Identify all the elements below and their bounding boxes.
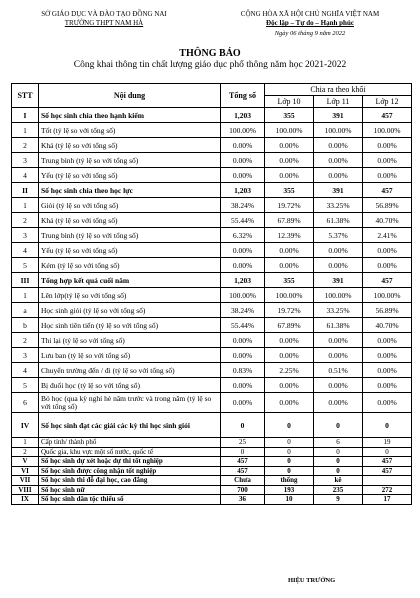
- department-name: SỞ GIÁO DỤC VÀ ĐÀO TẠO ĐỒNG NAI: [41, 10, 167, 18]
- row-grade-10: 19.72%: [265, 198, 314, 213]
- row-grade-12: 457: [363, 183, 412, 198]
- row-grade-12: 272: [363, 485, 412, 495]
- row-stt: 3: [12, 153, 39, 168]
- row-label: Yếu (tỷ lệ so với tổng số): [39, 168, 221, 183]
- row-grade-12: 0.00%: [363, 333, 412, 348]
- row-grade-12: 56.89%: [363, 303, 412, 318]
- table-row: [12, 123, 412, 138]
- row-grade-11: 0: [314, 447, 363, 457]
- row-stt: 5: [12, 258, 39, 273]
- row-label: Trung bình (tỷ lệ so với tổng số): [39, 228, 221, 243]
- row-grade-11: 391: [314, 108, 363, 123]
- row-grade-12: 0.00%: [363, 153, 412, 168]
- row-grade-11: 33.25%: [314, 303, 363, 318]
- row-label: Cấp tỉnh/ thành phố: [39, 438, 221, 448]
- row-total: 457: [221, 466, 265, 476]
- row-grade-12: 0.00%: [363, 378, 412, 393]
- table-row: [12, 333, 412, 348]
- row-total: 0: [221, 413, 265, 438]
- row-grade-11: 0.00%: [314, 168, 363, 183]
- table-row: [12, 183, 412, 198]
- row-grade-11: 9: [314, 495, 363, 505]
- row-grade-10: 10: [265, 495, 314, 505]
- row-label: Học sinh giỏi (tỷ lệ so với tổng số): [39, 303, 221, 318]
- table-row: [12, 303, 412, 318]
- row-label: Số học sinh nữ: [39, 485, 221, 495]
- row-stt: 5: [12, 378, 39, 393]
- row-grade-10: 0: [265, 413, 314, 438]
- row-total: 0.00%: [221, 168, 265, 183]
- row-grade-11: 391: [314, 183, 363, 198]
- row-grade-10: 100.00%: [265, 288, 314, 303]
- row-grade-10: 0.00%: [265, 168, 314, 183]
- national-motto: Độc lập – Tự do – Hạnh phúc: [266, 19, 354, 27]
- row-total: 0: [221, 447, 265, 457]
- table-row: [12, 413, 412, 438]
- row-grade-10: 0: [265, 457, 314, 467]
- row-grade-12: 457: [363, 108, 412, 123]
- row-total: 55.44%: [221, 213, 265, 228]
- row-total: 700: [221, 485, 265, 495]
- row-total: 100.00%: [221, 288, 265, 303]
- row-stt: 2: [12, 213, 39, 228]
- row-total: 36: [221, 495, 265, 505]
- row-stt: a: [12, 303, 39, 318]
- header-content: Nội dung: [39, 84, 221, 108]
- row-total: 0.00%: [221, 378, 265, 393]
- row-label: Số học sinh đạt các giải các kỳ thi học sinh giỏi: [39, 413, 221, 438]
- table-row: [12, 168, 412, 183]
- row-total: 0.83%: [221, 363, 265, 378]
- header-grade-10: Lớp 10: [265, 96, 314, 108]
- header-stt: STT: [12, 84, 39, 108]
- row-grade-10: 0: [265, 447, 314, 457]
- row-grade-10: 0.00%: [265, 153, 314, 168]
- row-label: Lên lớp(tỷ lệ so với tổng số): [39, 288, 221, 303]
- row-grade-10: 355: [265, 273, 314, 288]
- row-grade-12: 40.70%: [363, 318, 412, 333]
- row-grade-10: 355: [265, 183, 314, 198]
- header-group: Chia ra theo khối: [265, 84, 412, 96]
- row-grade-11: 61.38%: [314, 213, 363, 228]
- row-grade-11: 0.00%: [314, 258, 363, 273]
- row-label: Số học sinh dự xét hoặc dự thi tốt nghiệp: [39, 457, 221, 467]
- row-grade-12: 0: [363, 413, 412, 438]
- header-grade-11: Lớp 11: [314, 96, 363, 108]
- table-row: [12, 228, 412, 243]
- row-stt: V: [12, 457, 39, 467]
- row-total: Chưa: [221, 476, 265, 486]
- row-stt: IV: [12, 413, 39, 438]
- row-label: Số học sinh chia theo học lực: [39, 183, 221, 198]
- row-label: Số học sinh được công nhận tốt nghiệp: [39, 466, 221, 476]
- row-stt: 1: [12, 123, 39, 138]
- row-grade-11: 33.25%: [314, 198, 363, 213]
- row-label: Tốt (tỷ lệ so với tổng số): [39, 123, 221, 138]
- row-label: Quốc gia, khu vực một số nước, quốc tế: [39, 447, 221, 457]
- row-total: 1,203: [221, 108, 265, 123]
- row-grade-12: 56.89%: [363, 198, 412, 213]
- row-total: 38.24%: [221, 303, 265, 318]
- row-grade-12: 0.00%: [363, 348, 412, 363]
- row-stt: 6: [12, 393, 39, 413]
- row-total: 0.00%: [221, 333, 265, 348]
- row-total: 25: [221, 438, 265, 448]
- row-grade-11: kê: [314, 476, 363, 486]
- row-grade-12: 0.00%: [363, 258, 412, 273]
- row-label: Số học sinh thi đỗ đại học, cao đẳng: [39, 476, 221, 486]
- row-grade-10: 355: [265, 108, 314, 123]
- row-grade-11: 0.00%: [314, 333, 363, 348]
- row-stt: II: [12, 183, 39, 198]
- table-row: [12, 495, 412, 505]
- row-grade-12: 0: [363, 447, 412, 457]
- row-stt: 1: [12, 288, 39, 303]
- row-label: Học sinh tiên tiến (tỷ lệ so với tổng số): [39, 318, 221, 333]
- row-total: 0.00%: [221, 243, 265, 258]
- row-grade-11: 0.00%: [314, 138, 363, 153]
- table-row: [12, 153, 412, 168]
- row-grade-12: 0.00%: [363, 138, 412, 153]
- row-grade-12: 0.00%: [363, 363, 412, 378]
- table-row: [12, 348, 412, 363]
- table-row: [12, 108, 412, 123]
- row-stt: 4: [12, 243, 39, 258]
- table-row: [12, 288, 412, 303]
- school-name: TRƯỜNG THPT NAM HÀ: [64, 19, 144, 27]
- row-stt: I: [12, 108, 39, 123]
- row-grade-10: 0.00%: [265, 243, 314, 258]
- row-grade-10: 67.89%: [265, 318, 314, 333]
- document-title: THÔNG BÁO: [179, 48, 241, 59]
- row-total: 0.00%: [221, 153, 265, 168]
- row-grade-10: 193: [265, 485, 314, 495]
- table-row: [12, 273, 412, 288]
- row-grade-10: 0: [265, 438, 314, 448]
- header-total: Tổng số: [221, 84, 265, 108]
- row-label: Bị đuổi học (tỷ lệ so với tổng số): [39, 378, 221, 393]
- row-label: Trung bình (tỷ lệ so với tổng số): [39, 153, 221, 168]
- row-label: Tổng hợp kết quả cuối năm: [39, 273, 221, 288]
- row-grade-11: 0.00%: [314, 153, 363, 168]
- row-stt: 1: [12, 438, 39, 448]
- row-grade-11: 0: [314, 413, 363, 438]
- row-grade-12: 457: [363, 466, 412, 476]
- row-grade-10: 100.00%: [265, 123, 314, 138]
- row-stt: III: [12, 273, 39, 288]
- row-grade-12: [363, 476, 412, 486]
- row-stt: b: [12, 318, 39, 333]
- table-row: [12, 318, 412, 333]
- document-header: [0, 10, 420, 50]
- row-grade-12: 457: [363, 273, 412, 288]
- row-grade-11: 0.00%: [314, 348, 363, 363]
- row-label: Lưu ban (tỷ lệ so với tổng số): [39, 348, 221, 363]
- row-stt: 2: [12, 447, 39, 457]
- row-total: 38.24%: [221, 198, 265, 213]
- row-grade-10: 0.00%: [265, 258, 314, 273]
- table-row: [12, 363, 412, 378]
- signature-title: HIỆU TRƯỞNG: [288, 577, 336, 584]
- row-grade-11: 0.00%: [314, 393, 363, 413]
- row-grade-11: 61.38%: [314, 318, 363, 333]
- row-label: Bỏ học (qua kỳ nghỉ hè năm trước và trong năm (tỷ lệ so với tổng số): [39, 393, 221, 413]
- table-row: [12, 457, 412, 467]
- row-stt: 2: [12, 333, 39, 348]
- national-title: CỘNG HÒA XÃ HỘI CHỦ NGHĨA VIỆT NAM: [240, 10, 380, 18]
- row-stt: 1: [12, 198, 39, 213]
- table-row: [12, 213, 412, 228]
- table-row: [12, 485, 412, 495]
- row-total: 457: [221, 457, 265, 467]
- row-stt: VI: [12, 466, 39, 476]
- row-grade-11: 5.37%: [314, 228, 363, 243]
- row-label: Giỏi (tỷ lệ so với tổng số): [39, 198, 221, 213]
- header-grade-12: Lớp 12: [363, 96, 412, 108]
- row-label: Chuyển trường đến / đi (tỷ lệ so với tổng số): [39, 363, 221, 378]
- row-stt: 4: [12, 168, 39, 183]
- row-stt: VIII: [12, 485, 39, 495]
- row-stt: VII: [12, 476, 39, 486]
- row-grade-12: 0.00%: [363, 243, 412, 258]
- row-total: 55.44%: [221, 318, 265, 333]
- row-stt: 4: [12, 363, 39, 378]
- document-subtitle: Công khai thông tin chất lượng giáo dục phổ thông năm học 2021-2022: [73, 60, 347, 70]
- row-total: 0.00%: [221, 393, 265, 413]
- row-grade-10: 2.25%: [265, 363, 314, 378]
- row-total: 0.00%: [221, 348, 265, 363]
- row-grade-10: 0: [265, 466, 314, 476]
- row-grade-12: 19: [363, 438, 412, 448]
- row-grade-10: 0.00%: [265, 378, 314, 393]
- row-label: Kém (tỷ lệ so với tổng số): [39, 258, 221, 273]
- row-grade-10: 0.00%: [265, 333, 314, 348]
- table-row: [12, 393, 412, 413]
- document-date: Ngày 06 tháng 9 năm 2022: [274, 30, 346, 37]
- row-label: Thi lại (tỷ lệ so với tổng số): [39, 333, 221, 348]
- row-grade-11: 0.00%: [314, 243, 363, 258]
- table-row: [12, 378, 412, 393]
- table-row: [12, 198, 412, 213]
- row-grade-11: 391: [314, 273, 363, 288]
- row-stt: 2: [12, 138, 39, 153]
- table-row: [12, 438, 412, 448]
- row-total: 0.00%: [221, 258, 265, 273]
- table-row: [12, 243, 412, 258]
- row-grade-12: 0.00%: [363, 393, 412, 413]
- row-stt: 3: [12, 228, 39, 243]
- row-total: 1,203: [221, 273, 265, 288]
- quality-table: [11, 83, 412, 505]
- row-grade-12: 2.41%: [363, 228, 412, 243]
- row-grade-12: 100.00%: [363, 288, 412, 303]
- row-label: Yếu (tỷ lệ so với tổng số): [39, 243, 221, 258]
- row-grade-10: 67.89%: [265, 213, 314, 228]
- row-grade-11: 0.00%: [314, 378, 363, 393]
- row-label: Khá (tỷ lệ so với tổng số): [39, 138, 221, 153]
- table-row: [12, 138, 412, 153]
- row-total: 100.00%: [221, 123, 265, 138]
- table-row: [12, 466, 412, 476]
- row-grade-12: 100.00%: [363, 123, 412, 138]
- table-row: [12, 258, 412, 273]
- row-grade-12: 40.70%: [363, 213, 412, 228]
- row-stt: 3: [12, 348, 39, 363]
- row-grade-11: 0: [314, 466, 363, 476]
- row-total: 0.00%: [221, 138, 265, 153]
- table-row: [12, 476, 412, 486]
- row-grade-10: thống: [265, 476, 314, 486]
- row-grade-11: 235: [314, 485, 363, 495]
- row-grade-11: 6: [314, 438, 363, 448]
- row-total: 1,203: [221, 183, 265, 198]
- row-grade-10: 0.00%: [265, 348, 314, 363]
- row-grade-11: 100.00%: [314, 123, 363, 138]
- row-grade-10: 0.00%: [265, 393, 314, 413]
- row-grade-11: 0: [314, 457, 363, 467]
- row-grade-12: 0.00%: [363, 168, 412, 183]
- row-label: Số học sinh dân tộc thiểu số: [39, 495, 221, 505]
- row-grade-10: 12.39%: [265, 228, 314, 243]
- row-grade-11: 100.00%: [314, 288, 363, 303]
- row-grade-10: 0.00%: [265, 138, 314, 153]
- row-stt: IX: [12, 495, 39, 505]
- row-label: Số học sinh chia theo hạnh kiểm: [39, 108, 221, 123]
- row-label: Khá (tỷ lệ so với tổng số): [39, 213, 221, 228]
- row-grade-10: 19.72%: [265, 303, 314, 318]
- row-grade-12: 17: [363, 495, 412, 505]
- row-grade-11: 0.51%: [314, 363, 363, 378]
- row-grade-12: 457: [363, 457, 412, 467]
- row-total: 6.32%: [221, 228, 265, 243]
- table-row: [12, 447, 412, 457]
